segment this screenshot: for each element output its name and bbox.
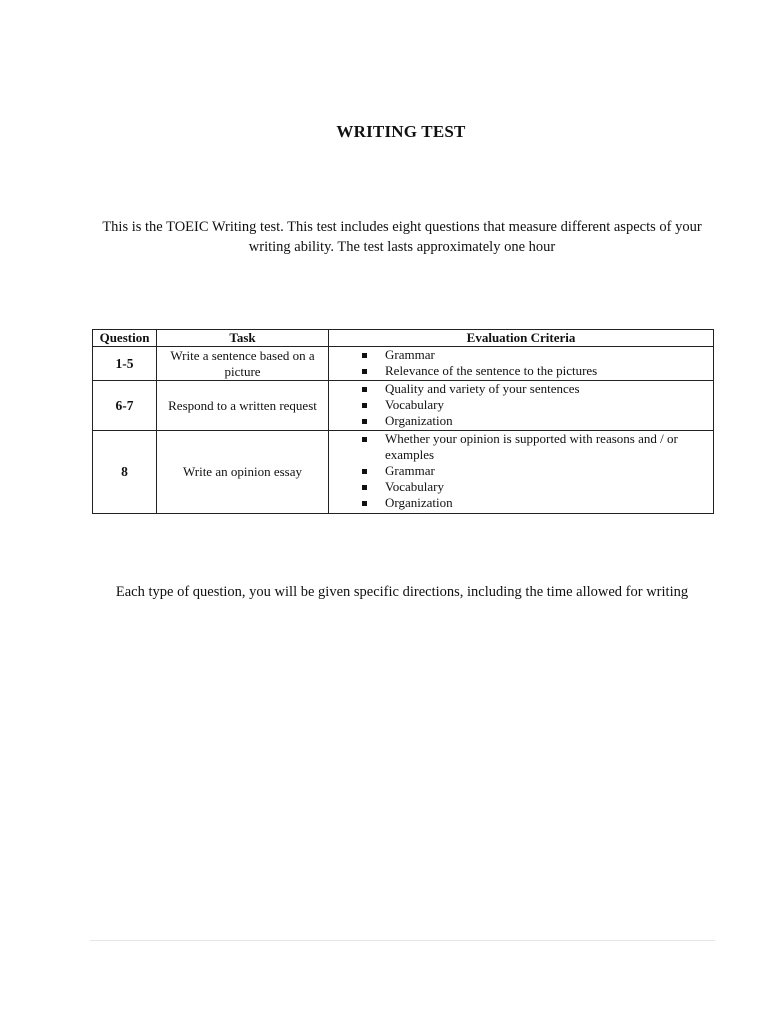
table-row [93, 381, 714, 431]
criteria-item [333, 363, 709, 379]
question-number: 1-5 [93, 347, 157, 381]
criteria-list [333, 431, 709, 511]
closing-paragraph: Each type of question, you will be given specific directions, including the time allowed for writing [115, 584, 689, 600]
criteria-cell [329, 347, 714, 381]
criteria-text: Vocabulary [385, 479, 444, 494]
criteria-cell [329, 381, 714, 431]
criteria-item [333, 413, 709, 429]
criteria-text: Organization [385, 413, 453, 428]
intro-paragraph: This is the TOEIC Writing test. This test includes eight questions that measure different aspects of your writing ability. The test lasts approximately one hour [102, 219, 702, 255]
criteria-text: Quality and variety of your sentences [385, 381, 580, 396]
table-row [93, 431, 714, 514]
criteria-item [333, 495, 709, 511]
task-description: Write an opinion essay [157, 431, 329, 514]
question-number: 6-7 [93, 381, 157, 431]
criteria-text: Vocabulary [385, 397, 444, 412]
square-bullet-icon [360, 381, 368, 392]
criteria-text: Relevance of the sentence to the pictures [385, 363, 598, 378]
criteria-text: Whether your opinion is supported with reasons and / or examples [385, 431, 678, 462]
header-task: Task [157, 330, 329, 347]
criteria-cell [329, 431, 714, 514]
criteria-list [333, 347, 709, 379]
criteria-text: Grammar [385, 463, 435, 478]
criteria-item [333, 347, 709, 363]
square-bullet-icon [360, 397, 368, 408]
square-bullet-icon [360, 413, 368, 424]
criteria-item [333, 431, 709, 463]
table-header-row [93, 330, 714, 347]
criteria-item [333, 397, 709, 413]
square-bullet-icon [360, 463, 368, 474]
page-title: WRITING TEST [336, 122, 466, 141]
criteria-item [333, 463, 709, 479]
header-question: Question [93, 330, 157, 347]
criteria-item [333, 479, 709, 495]
question-number: 8 [93, 431, 157, 514]
square-bullet-icon [360, 347, 368, 358]
header-criteria: Evaluation Criteria [329, 330, 714, 347]
square-bullet-icon [360, 431, 368, 442]
table-row [93, 347, 714, 381]
task-description: Write a sentence based on a picture [157, 347, 329, 381]
task-description: Respond to a written request [157, 381, 329, 431]
criteria-text: Grammar [385, 347, 435, 362]
criteria-list [333, 381, 709, 429]
footer-divider [90, 940, 715, 941]
square-bullet-icon [360, 495, 368, 506]
evaluation-table [92, 329, 714, 514]
criteria-text: Organization [385, 495, 453, 510]
square-bullet-icon [360, 479, 368, 490]
square-bullet-icon [360, 363, 368, 374]
criteria-item [333, 381, 709, 397]
